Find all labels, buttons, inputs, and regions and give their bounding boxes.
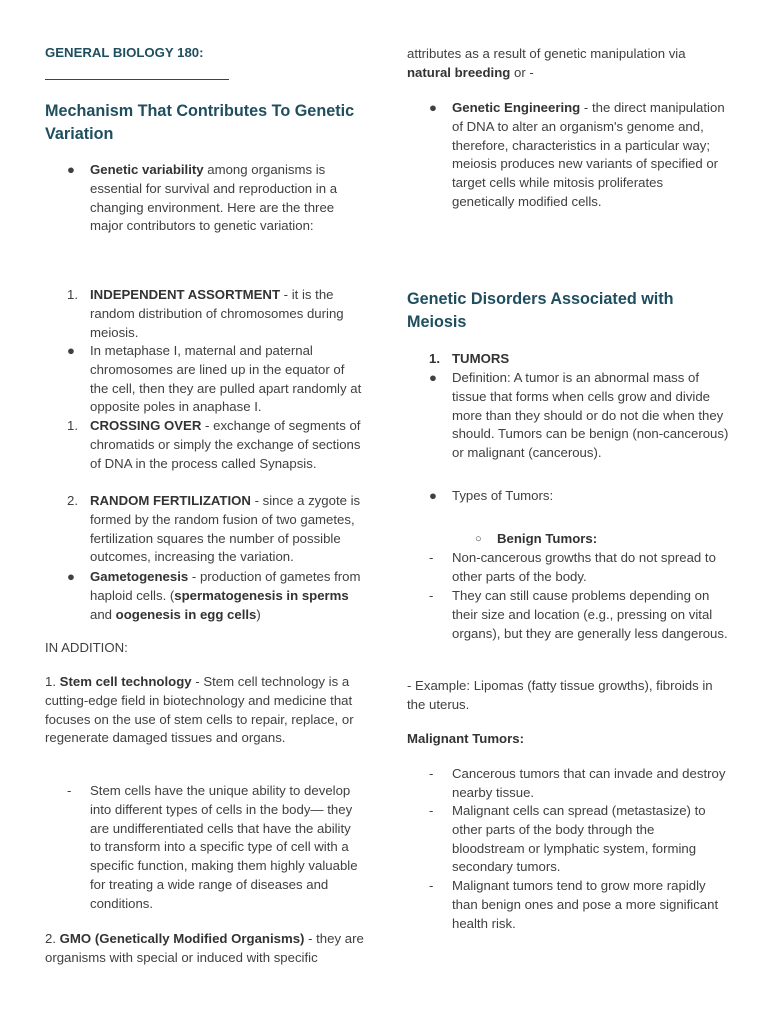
bullet-icon: ● — [429, 370, 437, 385]
list-number: 2. — [67, 493, 78, 508]
circle-bullet-icon: ○ — [475, 533, 482, 545]
list-number: 1. — [67, 418, 78, 433]
list-item-genetic-variability: ● Genetic variability among organisms is essential for survival and reproduction in a changing environment. Here are the three major contributors to genetic variation: — [67, 162, 338, 234]
bullet-icon: ● — [67, 343, 75, 358]
course-title: GENERAL BIOLOGY 180: — [45, 45, 204, 60]
list-item-metaphase: ● In metaphase I, maternal and paternal chromosomes are lined up in the equator of the cell, then they are pulled apart randomly at opposite poles in anaphase I. — [67, 343, 362, 415]
dash-marker: - — [429, 878, 434, 893]
dash-marker: - — [429, 550, 434, 565]
list-item-independent-assortment: 1. INDEPENDENT ASSORTMENT - it is the random distribution of chromosomes during meiosis. — [67, 287, 344, 340]
list-item-tumor-definition: ● Definition: A tumor is an abnormal mass of tissue that forms when cells grow and divide more than they should or do not die when they should. Tumors can be benign (non-cancerous) or malignant (cancerous). — [429, 370, 729, 461]
example-text: - Example: Lipomas (fatty tissue growths), fibroids in the uterus. — [407, 678, 713, 712]
list-number: 1. — [67, 287, 78, 302]
dash-marker: - — [429, 803, 434, 818]
dash-marker: - — [429, 588, 434, 603]
list-item-malignant-point-3: - Malignant tumors tend to grow more rapidly than benign ones and pose a more significant health risk. — [429, 878, 719, 931]
list-item-gametogenesis: ● Gametogenesis - production of gametes from haploid cells. (spermatogenesis in sperms and oogenesis in egg cells) — [67, 569, 361, 622]
bullet-icon: ● — [429, 100, 437, 115]
dash-marker: - — [429, 766, 434, 781]
dash-marker: - — [67, 783, 72, 798]
list-item-malignant-point-2: - Malignant cells can spread (metastasize) to other parts of the body through the bloodstream or lymphatic system, forming secondary tumors. — [429, 803, 706, 875]
list-number: 1. — [429, 351, 440, 366]
paragraph-gmo: 2. GMO (Genetically Modified Organisms) - they are organisms with special or induced with specific — [45, 931, 364, 965]
paragraph-stem-cell: 1. Stem cell technology - Stem cell technology is a cutting-edge field in biotechnology and medicine that focuses on the use of stem cells to repair, replace, or regenerate damaged tissues and organs. — [45, 674, 354, 746]
list-item-benign-point-2: - They can still cause problems depending on their size and location (e.g., pressing on vital organs), but they are generally less dangerous. — [429, 588, 728, 641]
list-item-stem-cells-ability: - Stem cells have the unique ability to develop into different types of cells in the body— they are undifferentiated cells that have the ability to transform into a specific type of cell with a specific function, making them highly valuable for treating a wide range of diseases and conditions. — [67, 783, 358, 911]
list-item-random-fertilization: 2. RANDOM FERTILIZATION - since a zygote is formed by the random fusion of two gametes, fertilization squares the number of possible outcomes, increasing the variation. — [67, 493, 361, 565]
list-item-genetic-engineering: ● Genetic Engineering - the direct manipulation of DNA to alter an organism's genome and, therefore, characteristics in a particular way; meiosis produces new variants of specified or target cells while mitosis proliferates genetically modified cells. — [429, 100, 725, 209]
title-underline — [45, 79, 229, 80]
list-item-benign-tumors: ○ Benign Tumors: — [407, 530, 729, 549]
section-heading-genetic-variation: Mechanism That Contributes To Genetic Variation — [45, 102, 355, 143]
list-item-crossing-over: 1. CROSSING OVER - exchange of segments of chromatids or simply the exchange of sections of DNA in the process called Synapsis. — [67, 418, 361, 471]
list-item-benign-point-1: - Non-cancerous growths that do not spread to other parts of the body. — [429, 550, 716, 584]
list-item-malignant-point-1: - Cancerous tumors that can invade and destroy nearby tissue. — [429, 766, 726, 800]
malignant-label: Malignant Tumors: — [407, 731, 524, 746]
paragraph-gmo-continuation: attributes as a result of genetic manipulation via natural breeding or - — [407, 46, 686, 80]
bullet-icon: ● — [67, 569, 75, 584]
in-addition-label: IN ADDITION: — [45, 640, 128, 655]
section-heading-genetic-disorders: Genetic Disorders Associated with Meiosis — [407, 290, 674, 331]
bullet-icon: ● — [429, 488, 437, 503]
bullet-icon: ● — [67, 162, 75, 177]
list-item-tumors: 1. TUMORS — [407, 350, 729, 369]
list-item-types-of-tumors: ● Types of Tumors: — [407, 487, 729, 506]
